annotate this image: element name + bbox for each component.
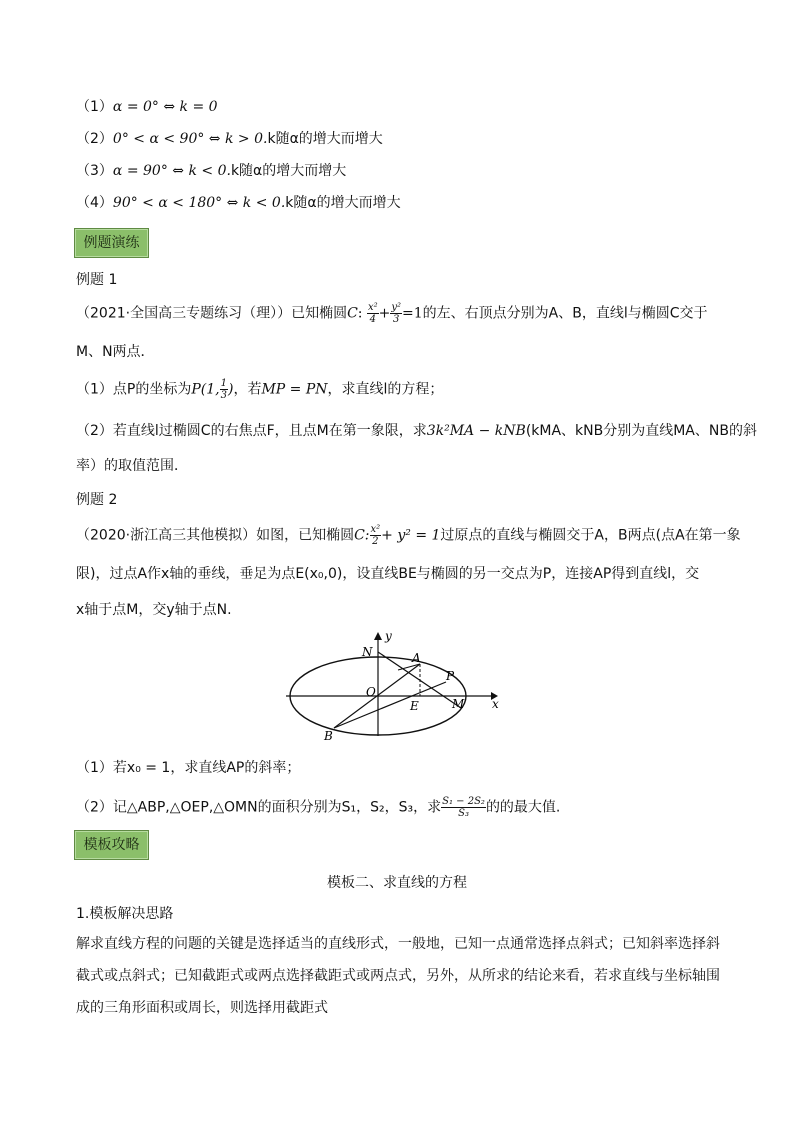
label-x: x (492, 697, 499, 711)
section-tag-examples: 例题演练 (74, 228, 149, 258)
para-line-2: 截式或点斜式；已知截距式或两点选择截距式或两点式，另外，从所求的结论来看，若求直线与坐标轴围 (76, 968, 720, 984)
label-m: M (452, 697, 465, 711)
y-axis-arrow (374, 632, 382, 640)
example2-q2: （2）记△ABP,△OEP,△OMN的面积分别为S₁，S₂，S₃，求 $\frac{\text{S₁ − 2S₂}}{\text{S₃}}$ 的的最大值. (76, 796, 561, 819)
example2-line3: x轴于点M，交y轴于点N. (76, 602, 232, 618)
section-tag-template: 模板攻略 (74, 830, 149, 860)
example1-label: 例题 1 (76, 272, 118, 288)
example2-q1: （1）若x₀ = 1，求直线AP的斜率； (76, 760, 301, 776)
example2-line2: 限)，过点A作x轴的垂线，垂足为点E(x₀,0)，设直线BE与椭圆的另一交点为P，连接AP得到直线l，交 (76, 566, 700, 582)
label-p: P (446, 669, 455, 683)
frac-s: $\frac{\text{S₁ − 2S₂}}{\text{S₃}}$ (442, 796, 485, 819)
case-2: （2）0° < α < 90° ⇔ k > 0.k随α的增大而增大 (76, 131, 383, 147)
ellipse-figure (286, 630, 506, 742)
template-title: 模板二、求直线的方程 (327, 875, 467, 891)
label-o: O (366, 685, 376, 699)
para-line-3: 成的三角形面积或周长，则选择用截距式 (76, 1000, 328, 1016)
frac-third: $\frac{1}{3}$ (220, 378, 227, 401)
example2-label: 例题 2 (76, 492, 118, 508)
case-4: （4）90° < α < 180° ⇔ k < 0.k随α的增大而增大 (76, 195, 401, 211)
para-line-1: 解求直线方程的问题的关键是选择适当的直线形式，一般地，已知一点通常选择点斜式；已知斜率选择斜 (76, 936, 720, 952)
case-3: （3）α = 90° ⇔ k < 0.k随α的增大而增大 (76, 163, 347, 179)
label-a: A (412, 651, 421, 665)
line-bp (334, 682, 446, 728)
label-b: B (324, 729, 333, 742)
label-n: N (362, 645, 373, 659)
case-1: （1）α = 0° ⇔ k = 0 (76, 99, 218, 115)
example1-q2-line1: （2）若直线l过椭圆C的右焦点F，且点M在第一象限，求3k²MA − kNB(kMA、kNB分别为直线MA、NB的斜 (76, 423, 757, 439)
label-e: E (410, 699, 419, 713)
frac-x2: $\frac{\text{x²}}{2}$ (370, 524, 381, 547)
example2-line1: （2020·浙江高三其他模拟）如图，已知椭圆C: $\frac{\text{x²}}{2}$ + y² = 1过原点的直线与椭圆交于A，B两点(点A在第一象 (76, 524, 741, 547)
example1-line1: （2021·全国高三专题练习（理））已知椭圆C: $\frac{\text{x²}}{4}$ + $\frac{\text{y²}}{3}$ =1的左、右顶点分别为A、B，直线l与椭圆C交于 (76, 302, 708, 325)
example1-q2-line2: 率）的取值范围． (76, 458, 188, 474)
vector-equation: MP = PN (261, 381, 328, 398)
frac-x: $\frac{\text{x²}}{4}$ (367, 302, 378, 325)
label-y: y (385, 630, 392, 643)
example1-q1: （1）点P的坐标为P(1, $\frac{1}{3}$ )，若MP = PN，求直线l的方程； (76, 378, 444, 401)
step1-title: 1.模板解决思路 (76, 906, 174, 922)
frac-y: $\frac{\text{y²}}{3}$ (391, 302, 402, 325)
example1-line2: M、N两点． (76, 344, 155, 360)
